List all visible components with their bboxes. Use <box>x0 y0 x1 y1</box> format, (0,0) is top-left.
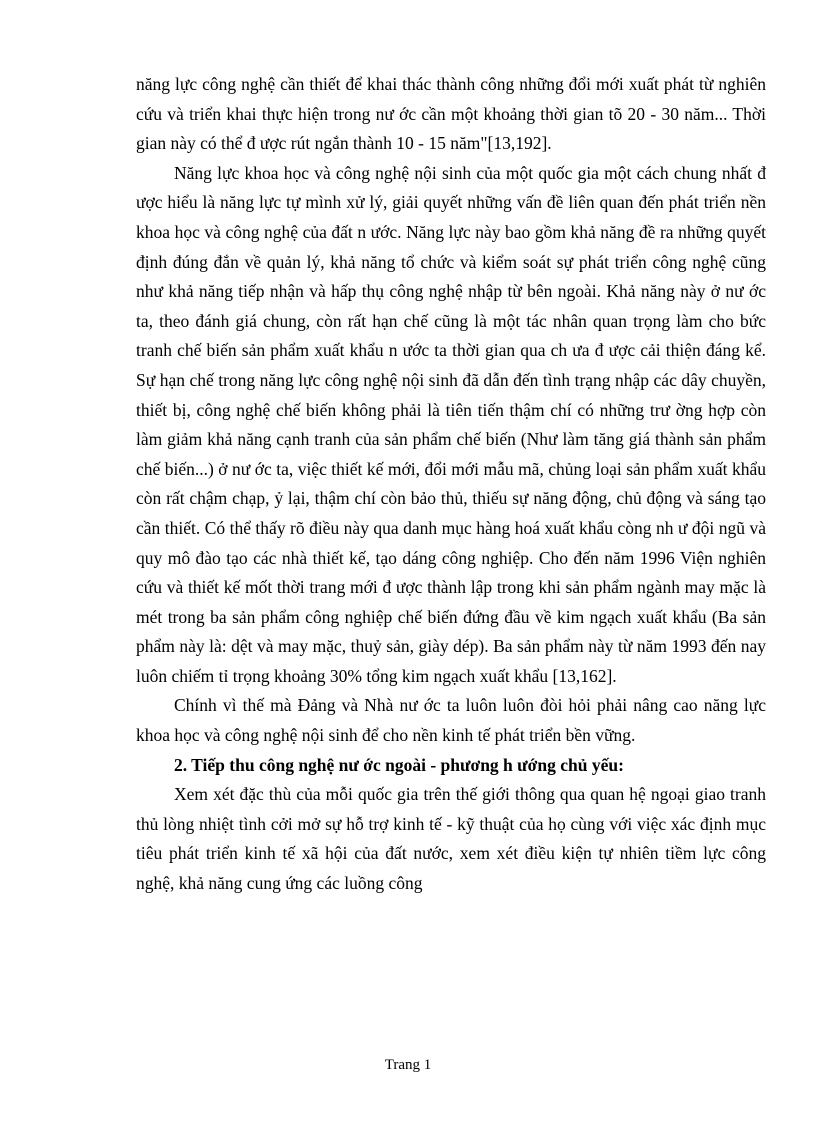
paragraph-foreign-technology: Xem xét đặc thù của mỗi quốc gia trên thế giới thông qua quan hệ ngoại giao tranh thủ lòng nhiệt tình cởi mở sự hỗ trợ kinh tế - kỹ thuật của họ cùng với việc xác định mục tiêu phát triển kinh tế xã hội của đất nước, xem xét điều kiện tự nhiên tiềm lực công nghệ, khả năng cung ứng các luồng công <box>136 784 766 894</box>
paragraph-continued: năng lực công nghệ cần thiết để khai thác thành công những đổi mới xuất phát từ nghiên cứu và triển khai thực hiện trong nư ớc cần một khoảng thời gian tõ 20 - 30 năm... Thời gian này có thể đ ược rút ngắn thành 10 - 15 năm"[13,192]. <box>136 74 766 154</box>
paragraph-endogenous-capacity: Năng lực khoa học và công nghệ nội sinh của một quốc gia một cách chung nhất đ ược hiểu là năng lực tự mình xử lý, giải quyết những vấn đề liên quan đến phát triển nền khoa học và công nghệ của đất n ước. Năng lực này bao gồm khả năng đề ra những quyết định đúng đắn về quản lý, khả năng tổ chức và kiểm soát sự phát triển công nghệ cũng như khả năng tiếp nhận và hấp thụ công nghệ nhập từ bên ngoài. Khả năng này ở nư ớc ta, theo đánh giá chung, còn rất hạn chế cũng là một tác nhân quan trọng làm cho bức tranh chế biến sản phẩm xuất khẩu n ước ta thời gian qua ch ưa đ ược cải thiện đáng kể. Sự hạn chế trong năng lực công nghệ nội sinh đã dẫn đến tình trạng nhập các dây chuyền, thiết bị, công nghệ chế biến không phải là tiên tiến thậm chí có những trư ờng hợp còn làm giảm khả năng cạnh tranh của sản phẩm chế biến (Như làm tăng giá thành sản phẩm chế biến...) ở nư ớc ta, việc thiết kế mới, đổi mới mẫu mã, chủng loại sản phẩm xuất khẩu còn rất chậm chạp, ỷ lại, thậm chí còn bảo thủ, thiếu sự năng động, chủ động và sáng tạo cần thiết. Có thể thấy rõ điều này qua danh mục hàng hoá xuất khẩu còng nh ư đội ngũ và quy mô đào tạo các nhà thiết kế, tạo dáng công nghiệp. Cho đến năm 1996 Viện nghiên cứu và thiết kế mốt thời trang mới đ ược thành lập trong khi sản phẩm ngành may mặc là mét trong ba sản phẩm công nghiệp chế biến đứng đầu về kim ngạch xuất khẩu (Ba sản phẩm này là: dệt và may mặc, thuỷ sản, giày dép). Ba sản phẩm này từ năm 1993 đến nay luôn chiếm tỉ trọng khoảng 30% tổng kim ngạch xuất khẩu [13,162]. <box>136 162 766 686</box>
document-body <box>136 70 766 899</box>
page-footer: Trang 1 <box>384 1057 432 1073</box>
paragraph-party-policy: Chính vì thế mà Đảng và Nhà nư ớc ta luôn luôn đòi hỏi phải nâng cao năng lực khoa học và công nghệ nội sinh để cho nền kinh tế phát triển bền vững. <box>136 695 766 746</box>
section-heading: 2. Tiếp thu công nghệ nư ớc ngoài - phương h ướng chủ yếu: <box>174 754 624 775</box>
